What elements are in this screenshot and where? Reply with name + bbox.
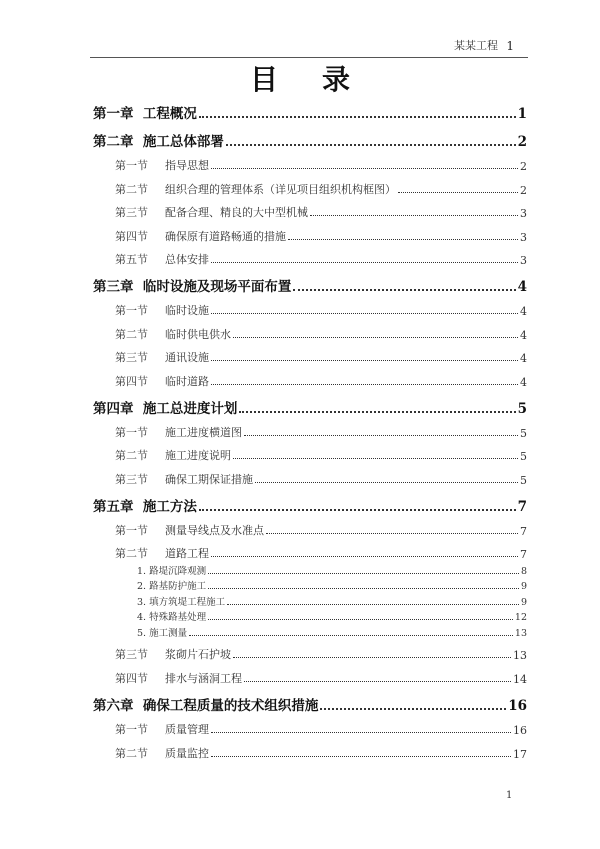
- toc-chapter-row[interactable]: [93, 392, 527, 417]
- toc-entry-number: 第一节: [115, 425, 148, 439]
- toc-entry-title: 质量管理: [165, 723, 209, 737]
- toc-chapter-row[interactable]: [93, 270, 527, 295]
- header-title: 某某工程: [454, 39, 498, 52]
- toc-page-number: 9: [520, 581, 527, 593]
- toc-page-number: 7: [520, 548, 527, 562]
- toc-page-number: 3: [520, 253, 527, 267]
- toc-dot-leader: [227, 604, 519, 605]
- toc-entry-title: 通讯设施: [165, 351, 209, 365]
- toc-section-row[interactable]: [93, 440, 527, 463]
- toc-sub-row[interactable]: [93, 623, 527, 639]
- toc-section-row[interactable]: [93, 515, 527, 538]
- toc-entry-number: 第三节: [115, 648, 148, 662]
- toc-section-row[interactable]: [93, 150, 527, 173]
- toc-entry-number: 2.: [137, 581, 147, 593]
- toc-dot-leader: [211, 168, 518, 169]
- toc-entry-title: 临时设施及现场平面布置: [142, 278, 292, 295]
- toc-spacer: [158, 207, 165, 220]
- toc-dot-leader: [208, 573, 519, 574]
- toc-page-number: 1: [517, 106, 527, 122]
- toc-chapter-row[interactable]: [93, 490, 527, 515]
- toc-spacer: [158, 548, 165, 561]
- page-title: 目录: [249, 63, 394, 96]
- toc-entry-title: 施工进度说明: [165, 449, 231, 463]
- toc-entry-number: 第二节: [115, 547, 148, 561]
- toc-spacer: [158, 450, 165, 463]
- toc-page-number: 14: [513, 672, 527, 686]
- toc-section-row[interactable]: [93, 463, 527, 486]
- toc-section-row[interactable]: [93, 538, 527, 561]
- toc-dot-leader: [233, 458, 518, 459]
- toc-sub-row[interactable]: [93, 577, 527, 593]
- toc-section-row[interactable]: [93, 662, 527, 685]
- toc-spacer: [158, 525, 165, 538]
- toc-dot-leader: [398, 192, 518, 193]
- toc-spacer: [158, 352, 165, 365]
- toc-entry-title: 组织合理的管理体系（详见项目组织机构框图）: [165, 182, 396, 196]
- toc-spacer: [134, 499, 143, 515]
- toc-section-row[interactable]: [93, 197, 527, 220]
- toc-entry-title: 工程概况: [142, 106, 197, 122]
- toc-entry-title: 浆砌片石护坡: [165, 648, 231, 662]
- toc-dot-leader: [244, 435, 518, 436]
- toc-dot-leader: [211, 384, 518, 385]
- toc-spacer: [134, 134, 143, 150]
- toc-dot-leader: [310, 215, 518, 216]
- toc-entry-number: 第三节: [115, 472, 148, 486]
- toc-dot-leader: [239, 411, 515, 413]
- toc-page-number: 7: [520, 525, 527, 539]
- toc-spacer: [158, 231, 165, 244]
- toc-entry-number: 第一章: [93, 106, 134, 122]
- toc-section-row[interactable]: [93, 714, 527, 737]
- toc-entry-number: 第四节: [115, 229, 148, 243]
- toc-entry-number: 3.: [137, 596, 147, 608]
- toc-spacer: [158, 724, 165, 737]
- toc-chapter-row[interactable]: [93, 97, 527, 122]
- toc-page-number: 5: [517, 400, 527, 417]
- toc-entry-number: 第四章: [93, 400, 134, 417]
- toc-page-number: 5: [520, 450, 527, 464]
- toc-entry-number: 第二章: [93, 134, 134, 150]
- toc-dot-leader: [211, 732, 511, 733]
- toc-spacer: [158, 427, 165, 440]
- toc-page-number: 12: [514, 612, 527, 624]
- toc-section-row[interactable]: [93, 244, 527, 267]
- toc-entry-number: 第一节: [115, 159, 148, 173]
- toc-dot-leader: [208, 588, 519, 589]
- toc-spacer: [158, 160, 165, 173]
- toc-entry-title: 总体安排: [165, 252, 209, 266]
- toc-page-number: 16: [508, 697, 527, 714]
- toc-entry-title: 填方筑堤工程施工: [149, 596, 226, 608]
- toc-entry-number: 第一节: [115, 723, 148, 737]
- toc-dot-leader: [288, 239, 518, 240]
- toc-page-number: 5: [520, 426, 527, 440]
- toc-entry-number: 1.: [137, 565, 147, 577]
- toc-entry-title: 施工测量: [149, 627, 188, 639]
- toc-spacer: [158, 748, 165, 761]
- toc-section-row[interactable]: [93, 417, 527, 440]
- toc-page-number: 4: [520, 305, 527, 319]
- toc-entry-title: 配备合理、精良的大中型机械: [165, 206, 308, 220]
- toc-entry-title: 确保工期保证措施: [165, 472, 253, 486]
- footer-page-number: 1: [506, 790, 513, 801]
- toc-entry-number: 第一节: [115, 304, 148, 318]
- toc-page-number: 2: [520, 183, 527, 197]
- toc-page-number: 7: [517, 498, 527, 515]
- toc-dot-leader: [211, 313, 518, 314]
- toc-page-number: 13: [514, 627, 527, 639]
- toc-spacer: [158, 184, 165, 197]
- toc-entry-title: 临时设施: [165, 304, 209, 318]
- toc-dot-leader: [244, 681, 511, 682]
- toc-page-number: 3: [520, 207, 527, 221]
- toc-section-row[interactable]: [93, 173, 527, 196]
- toc-entry-number: 5.: [137, 627, 147, 639]
- toc-section-row[interactable]: [93, 220, 527, 243]
- toc-sub-row[interactable]: [93, 592, 527, 608]
- toc-dot-leader: [199, 509, 516, 511]
- toc-section-row[interactable]: [93, 639, 527, 662]
- toc-spacer: [134, 106, 143, 122]
- toc-section-row[interactable]: [93, 318, 527, 341]
- toc-entry-number: 第二节: [115, 182, 148, 196]
- toc-page-number: 5: [520, 473, 527, 487]
- toc-entry-title: 施工总体部署: [142, 134, 224, 150]
- toc-sub-row[interactable]: [93, 561, 527, 577]
- toc-dot-leader: [211, 262, 518, 263]
- toc-page-number: 4: [520, 328, 527, 342]
- toc-entry-number: 第二节: [115, 449, 148, 463]
- toc-entry-title: 排水与涵洞工程: [165, 671, 242, 685]
- toc-spacer: [158, 329, 165, 342]
- toc-dot-leader: [233, 657, 511, 658]
- toc-page-number: 2: [520, 160, 527, 174]
- toc-entry-title: 施工方法: [142, 498, 197, 515]
- toc-section-row[interactable]: [93, 737, 527, 760]
- toc-entry-number: 第五章: [93, 498, 134, 515]
- toc-entry-number: 第三节: [115, 206, 148, 220]
- toc-entry-title: 道路工程: [165, 547, 209, 561]
- toc-page-number: 3: [520, 230, 527, 244]
- toc-spacer: [158, 649, 165, 662]
- toc-entry-title: 路基防护施工: [149, 581, 207, 593]
- toc-page-number: 17: [513, 747, 527, 761]
- toc-spacer: [158, 474, 165, 487]
- toc-page-number: 16: [513, 724, 527, 738]
- toc-entry-title: 施工进度横道图: [165, 425, 242, 439]
- toc-page-number: 4: [520, 375, 527, 389]
- toc-page-number: 4: [517, 278, 527, 295]
- toc-chapter-row[interactable]: [93, 689, 527, 714]
- toc-dot-leader: [211, 756, 511, 757]
- toc-entry-title: 施工总进度计划: [142, 400, 238, 417]
- toc-dot-leader: [208, 619, 513, 620]
- toc-entry-number: 4.: [137, 612, 147, 624]
- toc-sub-row[interactable]: [93, 608, 527, 624]
- toc-dot-leader: [189, 635, 513, 636]
- toc-section-row[interactable]: [93, 342, 527, 365]
- toc-dot-leader: [199, 116, 516, 118]
- toc-spacer: [158, 254, 165, 267]
- toc-entry-title: 质量监控: [165, 746, 209, 760]
- toc-entry-title: 确保工程质量的技术组织措施: [142, 697, 319, 714]
- toc-entry-number: 第五节: [115, 252, 148, 266]
- toc-section-row[interactable]: [93, 365, 527, 388]
- toc-entry-title: 临时供电供水: [165, 327, 231, 341]
- header-page-number: 1: [506, 39, 514, 53]
- toc-entry-number: 第三节: [115, 351, 148, 365]
- toc-entry-title: 确保原有道路畅通的措施: [165, 229, 286, 243]
- toc-page-number: 4: [520, 352, 527, 366]
- toc-entry-number: 第二节: [115, 746, 148, 760]
- toc-dot-leader: [211, 360, 518, 361]
- toc-dot-leader: [293, 289, 515, 291]
- toc-section-row[interactable]: [93, 295, 527, 318]
- toc-entry-title: 指导思想: [165, 159, 209, 173]
- toc-spacer: [158, 673, 165, 686]
- toc-dot-leader: [233, 337, 518, 338]
- toc-page-number: 13: [513, 649, 527, 663]
- toc-dot-leader: [211, 556, 518, 557]
- toc-entry-number: 第一节: [115, 524, 148, 538]
- toc-spacer: [158, 376, 165, 389]
- toc-spacer: [158, 305, 165, 318]
- toc-spacer: [134, 279, 143, 295]
- toc-dot-leader: [226, 144, 516, 146]
- toc-entry-number: 第四节: [115, 671, 148, 685]
- toc-entry-number: 第三章: [93, 278, 134, 295]
- toc-page-number: 8: [520, 565, 527, 577]
- toc-chapter-row[interactable]: [93, 125, 527, 150]
- toc-entry-number: 第二节: [115, 327, 148, 341]
- toc-entry-number: 第四节: [115, 374, 148, 388]
- table-of-contents: [93, 94, 527, 761]
- toc-entry-title: 路堤沉降观测: [149, 565, 207, 577]
- toc-spacer: [134, 698, 143, 714]
- toc-entry-number: 第六章: [93, 697, 134, 714]
- running-header: [90, 35, 528, 58]
- toc-spacer: [134, 401, 143, 417]
- toc-entry-title: 测量导线点及水准点: [165, 524, 264, 538]
- toc-entry-title: 临时道路: [165, 374, 209, 388]
- toc-dot-leader: [255, 482, 518, 483]
- toc-dot-leader: [320, 708, 506, 710]
- toc-page-number: 9: [520, 596, 527, 608]
- toc-dot-leader: [266, 533, 518, 534]
- toc-entry-title: 特殊路基处理: [149, 612, 207, 624]
- toc-page-number: 2: [517, 134, 527, 150]
